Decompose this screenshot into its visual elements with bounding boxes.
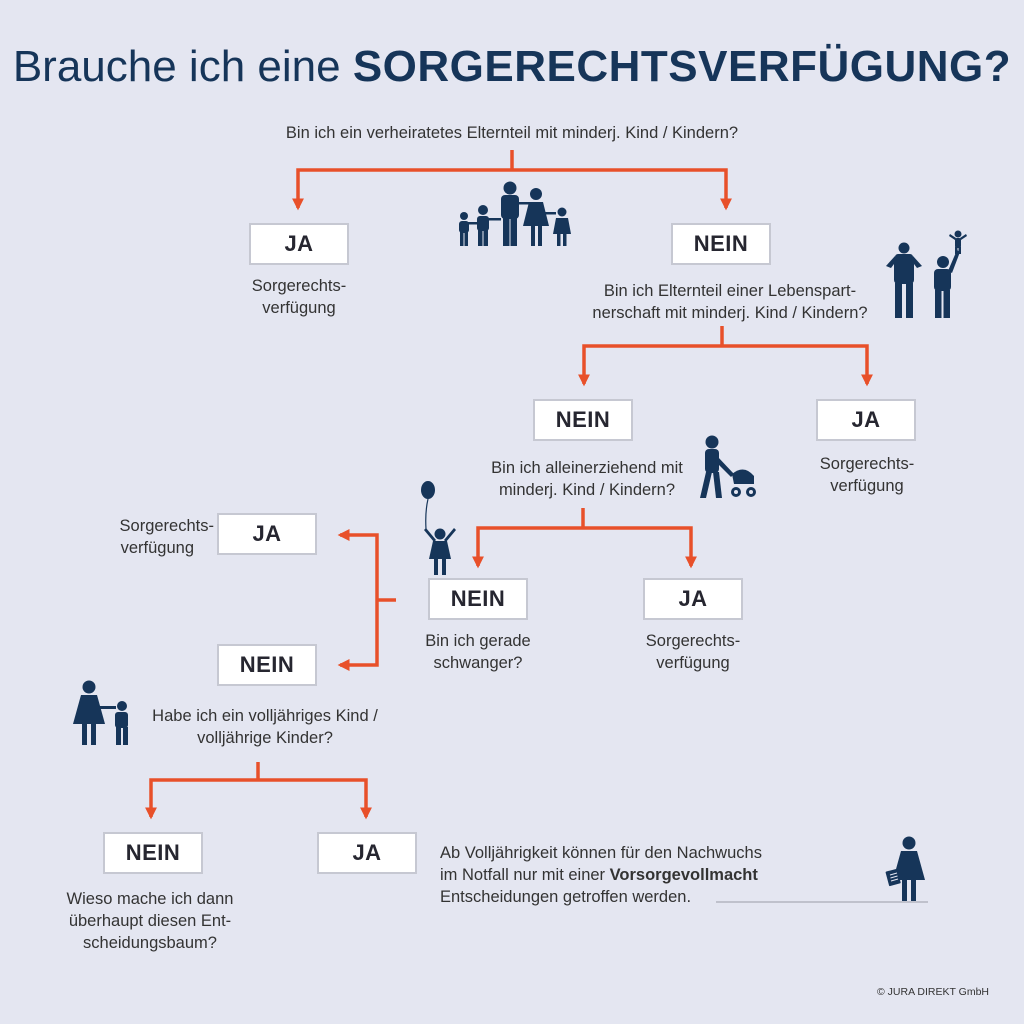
q4-no-box: NEIN [217,644,317,686]
question-3: Bin ich alleinerziehend mit minderj. Kind / Kindern? [491,459,683,499]
q1-yes-box: JA [249,223,349,265]
question-4: Bin ich gerade schwanger? [425,632,531,672]
q3-yes-box: JA [643,578,743,620]
q4-branch-no [340,600,377,665]
q4-branch-yes [340,535,377,600]
mother-and-child-icon [72,680,134,746]
q1-yes-result: Sorgerechts- verfügung [251,277,347,317]
q4-yes-box: JA [217,513,317,555]
question-2: Bin ich Elternteil einer Lebenspart- nerschaft mit minderj. Kind / Kindern? [592,282,868,322]
page-title: Brauche ich eine SORGERECHTSVERFÜGUNG? [12,42,1012,91]
q3-no-box: NEIN [428,578,528,620]
q5-no-result: Wieso mache ich dann überhaupt diesen Ent- scheidungsbaum? [66,890,234,952]
q2-branch-no [584,346,722,384]
q2-yes-box: JA [816,399,916,441]
q5-yes-box: JA [317,832,417,874]
vorsorgevollmacht-note: Ab Volljährigkeit können für den Nachwuchs im Notfall nur mit einer Vorsorgevollmacht Entscheidungen getroffen werden. [440,844,762,906]
q3-yes-result: Sorgerechts- verfügung [645,632,741,672]
woman-with-document-icon [884,836,930,902]
q3-branch-yes [583,528,691,566]
q2-no-box: NEIN [533,399,633,441]
q4-yes-result: Sorgerechts- verfügung [119,517,214,557]
child-with-balloon-icon [416,480,460,576]
q1-no-box: NEIN [671,223,771,265]
question-1: Bin ich ein verheiratetes Elternteil mit minderj. Kind / Kindern? [285,124,739,142]
q2-yes-result: Sorgerechts- verfügung [819,455,915,495]
copyright: © JURA DIREKT GmbH [877,986,989,998]
question-5: Habe ich ein volljähriges Kind / volljährige Kinder? [152,707,378,747]
q3-branch-no [478,528,583,566]
q5-branch-no [151,780,258,817]
parent-with-stroller-icon [696,434,758,500]
q5-no-box: NEIN [103,832,203,874]
parents-lifting-child-icon [882,228,972,320]
q5-branch-yes [258,780,366,817]
q2-branch-yes [722,346,867,384]
family-icon [452,180,574,248]
